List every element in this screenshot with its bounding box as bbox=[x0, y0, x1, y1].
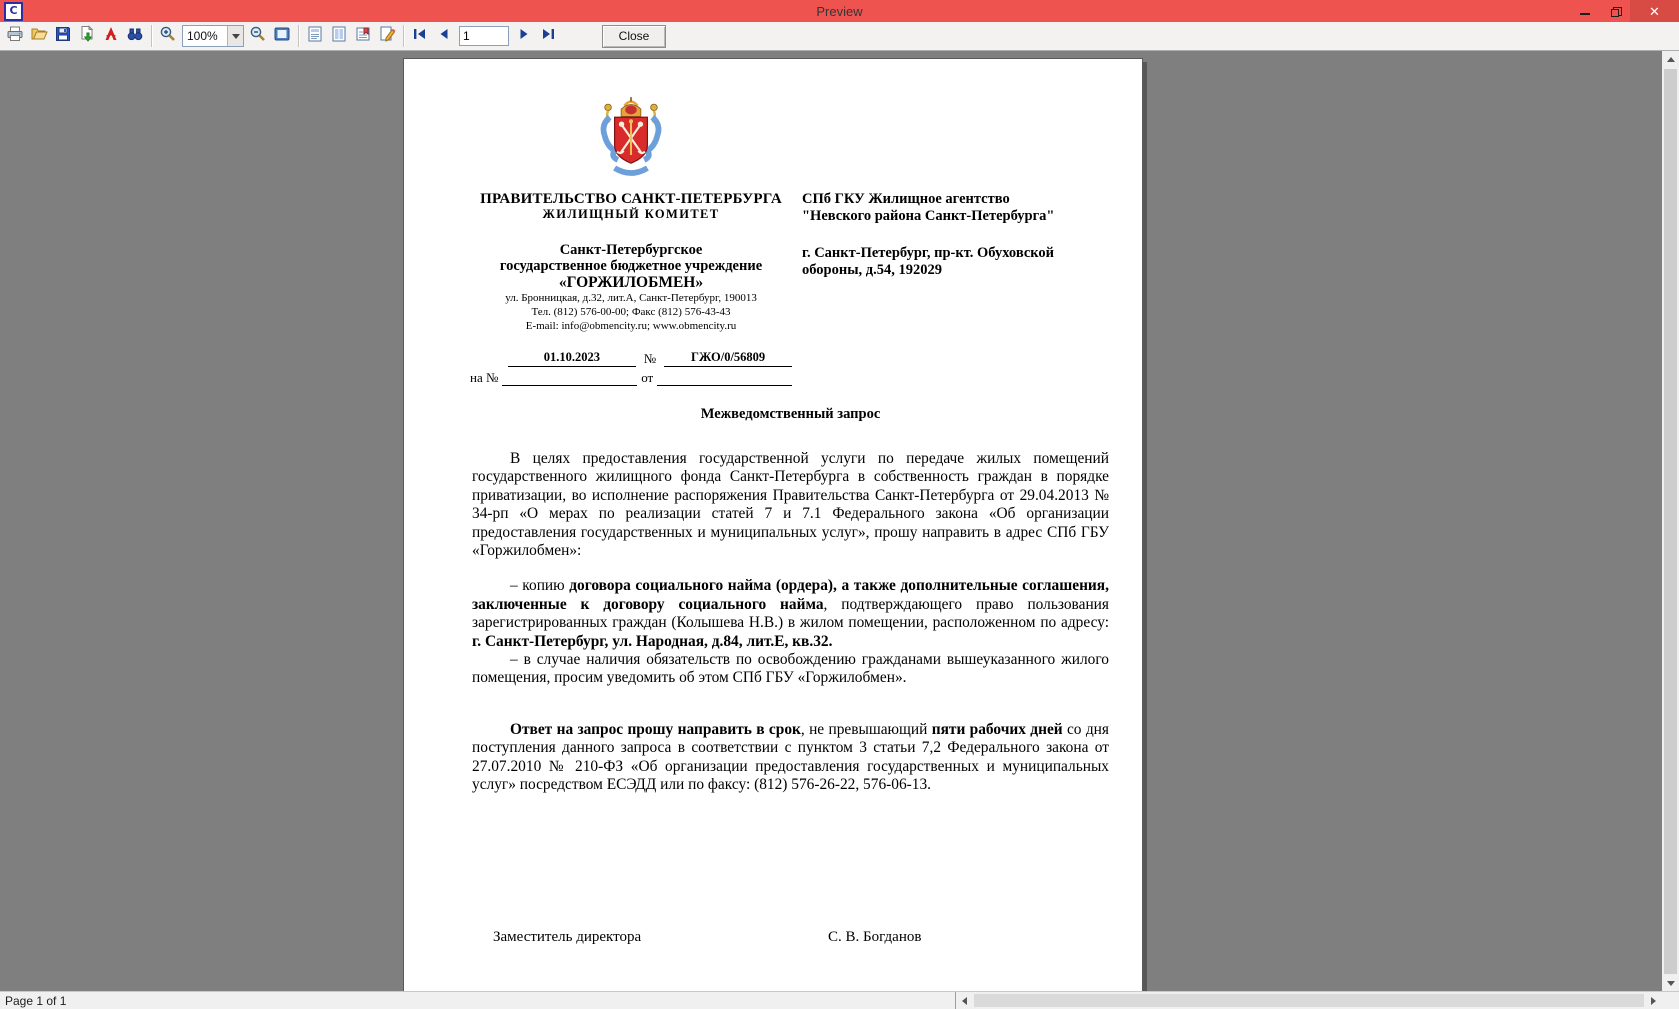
zoom-out-icon bbox=[249, 25, 267, 48]
arrow-right-icon bbox=[1651, 997, 1656, 1005]
paragraph: – в случае наличия обязательств по освобождению гражданами вышеуказанного жилого помещения, просим уведомить об этом СПб ГБУ «Горжилобмен». bbox=[472, 651, 1109, 687]
scroll-right-button[interactable] bbox=[1645, 992, 1662, 1009]
last-page-icon bbox=[540, 27, 556, 46]
org-phone: Тел. (812) 576-00-00; Факс (812) 576-43-43 bbox=[531, 306, 731, 318]
page-view-icon bbox=[306, 25, 324, 48]
signature-row bbox=[472, 929, 1109, 946]
government-name: ПРАВИТЕЛЬСТВО САНКТ-ПЕТЕРБУРГА bbox=[480, 191, 782, 207]
reply-date-blank bbox=[657, 372, 792, 386]
org-name-line2: государственное бюджетное учреждение bbox=[499, 258, 763, 274]
org-name-line3: «ГОРЖИЛОБМЕН» bbox=[558, 274, 704, 291]
edit-page-button[interactable] bbox=[375, 24, 399, 48]
toolbar-separator bbox=[403, 25, 404, 47]
reply-number-blank bbox=[502, 372, 637, 386]
minimize-button[interactable] bbox=[1570, 0, 1600, 22]
next-page-icon bbox=[516, 27, 532, 46]
signer-name: С. В. Богданов bbox=[828, 928, 922, 945]
save-icon bbox=[54, 25, 72, 48]
pdf-export-icon bbox=[102, 25, 120, 48]
paragraph: Ответ на запрос прошу направить в срок, не превышающий пяти рабочих дней со дня поступления данного запроса в соответствии с пунктом 3 статьи 7,2 Федерального закона от 27.07.2010 № 210-ФЗ «Об организации предоставления государственных и муниципальных услуг» посредством ЕСЭДД или по факсу: (812) 576-26-22, 576-06-13. bbox=[472, 720, 1109, 794]
zoom-out-button[interactable] bbox=[246, 24, 270, 48]
recipient-address1: г. Санкт-Петербург, пр-кт. Обуховской bbox=[802, 245, 1055, 261]
scroll-up-button[interactable] bbox=[1662, 51, 1679, 68]
vertical-scrollbar-thumb[interactable] bbox=[1664, 69, 1677, 974]
first-page-icon bbox=[412, 27, 428, 46]
save-button[interactable] bbox=[51, 24, 75, 48]
open-button[interactable] bbox=[27, 24, 51, 48]
binoculars-find-icon bbox=[126, 25, 144, 48]
last-page-button[interactable] bbox=[536, 24, 560, 48]
document-title: Межведомственный запрос bbox=[700, 406, 881, 422]
prev-page-button[interactable] bbox=[432, 24, 456, 48]
arrow-down-icon bbox=[1667, 981, 1675, 986]
print-icon bbox=[6, 25, 24, 48]
letter-date: 01.10.2023 bbox=[508, 350, 636, 367]
letterhead-left-column bbox=[470, 95, 792, 386]
print-button[interactable] bbox=[3, 24, 27, 48]
export-page-icon bbox=[78, 25, 96, 48]
chevron-down-icon bbox=[232, 34, 240, 39]
vertical-scrollbar[interactable] bbox=[1662, 51, 1679, 992]
reply-from-label: от bbox=[641, 370, 654, 385]
edit-page-icon bbox=[378, 25, 396, 48]
export-button[interactable] bbox=[75, 24, 99, 48]
org-address: ул. Бронницкая, д.32, лит.А, Санкт-Петербург, 190013 bbox=[505, 292, 757, 304]
restore-icon bbox=[1611, 7, 1620, 16]
recipient-line2: "Невского района Санкт-Петербурга" bbox=[802, 208, 1055, 224]
minimize-icon bbox=[1580, 13, 1590, 15]
document-page bbox=[403, 58, 1143, 992]
whole-page-icon bbox=[273, 25, 291, 48]
toolbar bbox=[0, 22, 1679, 51]
close-window-button[interactable] bbox=[1630, 0, 1679, 22]
prev-page-icon bbox=[436, 27, 452, 46]
zoom-value: 100% bbox=[187, 29, 218, 43]
find-button[interactable] bbox=[123, 24, 147, 48]
titlebar bbox=[0, 0, 1679, 22]
open-folder-icon bbox=[30, 25, 48, 48]
export-pdf-button[interactable] bbox=[99, 24, 123, 48]
zoom-dropdown-button[interactable] bbox=[227, 26, 243, 46]
arrow-up-icon bbox=[1667, 57, 1675, 62]
toolbar-separator bbox=[151, 25, 152, 47]
org-email: E-mail: info@obmencity.ru; www.obmencity.ru bbox=[525, 320, 737, 332]
page-number-input[interactable] bbox=[459, 26, 509, 46]
date-number-row bbox=[470, 350, 792, 367]
scroll-left-button[interactable] bbox=[956, 992, 973, 1009]
document-body bbox=[472, 450, 1109, 795]
two-page-view-button[interactable] bbox=[327, 24, 351, 48]
toolbar-separator bbox=[298, 25, 299, 47]
page-view-button[interactable] bbox=[303, 24, 327, 48]
paragraph: В целях предоставления государственной услуги по передаче жилых помещений государственного жилищного фонда Санкт-Петербурга в собственность граждан в порядке приватизации, во исполнение распоряжения Правительства Санкт-Петербурга от 29.04.2013 № 34-рп «О мерах по реализации статей 7 и 7.1 Федерального закона «Об организации предоставления государственных и муниципальных услуг», прошу направить в адрес СПб ГБУ «Горжилобмен»: bbox=[472, 450, 1109, 560]
next-page-button[interactable] bbox=[512, 24, 536, 48]
window-title: Preview bbox=[816, 3, 863, 19]
org-name-line1: Санкт-Петербургское bbox=[559, 242, 703, 258]
close-preview-button[interactable]: Close bbox=[602, 25, 666, 48]
signer-position: Заместитель директора bbox=[493, 928, 642, 945]
restore-button[interactable] bbox=[1600, 0, 1630, 22]
recipient-line1: СПб ГКУ Жилищное агентство bbox=[802, 191, 1010, 207]
reply-to-label: на № bbox=[470, 370, 499, 385]
saint-petersburg-coat-of-arms-icon bbox=[470, 95, 792, 187]
thumbnails-button[interactable] bbox=[351, 24, 375, 48]
recipient-address2: обороны, д.54, 192029 bbox=[802, 262, 943, 278]
two-page-view-icon bbox=[330, 25, 348, 48]
scrollbar-corner bbox=[1662, 992, 1679, 1009]
letterhead bbox=[404, 59, 1142, 386]
paragraph: – копию договора социального найма (ордера), а также дополнительные соглашения, заключенные к договору социального найма, подтверждающего право пользования зарегистрированных граждан (Колышева Н.В.) в жилом помещении, расположенном по адресу: г. Санкт-Петербург, ул. Народная, д.84, лит.Е, кв.32. bbox=[472, 577, 1109, 650]
zoom-select[interactable] bbox=[182, 25, 244, 47]
horizontal-scrollbar-thumb[interactable] bbox=[974, 994, 1644, 1007]
scroll-down-button[interactable] bbox=[1662, 975, 1679, 992]
committee-name: ЖИЛИЩНЫЙ КОМИТЕТ bbox=[542, 207, 720, 221]
thumbnails-icon bbox=[354, 25, 372, 48]
statusbar bbox=[0, 991, 1679, 1009]
zoom-in-icon bbox=[159, 25, 177, 48]
reply-reference-row bbox=[470, 370, 792, 386]
letterhead-right-column bbox=[802, 95, 1078, 386]
app-icon: C bbox=[4, 2, 23, 21]
arrow-left-icon bbox=[962, 997, 967, 1005]
close-icon: ✕ bbox=[1649, 3, 1660, 19]
document-area bbox=[0, 51, 1679, 992]
letter-number: ГЖО/0/56809 bbox=[664, 350, 792, 367]
horizontal-scrollbar[interactable] bbox=[956, 992, 1662, 1009]
zoom-in-button[interactable] bbox=[156, 24, 180, 48]
first-page-button[interactable] bbox=[408, 24, 432, 48]
whole-page-button[interactable] bbox=[270, 24, 294, 48]
number-sign: № bbox=[643, 351, 657, 366]
page-status: Page 1 of 1 bbox=[0, 992, 956, 1009]
